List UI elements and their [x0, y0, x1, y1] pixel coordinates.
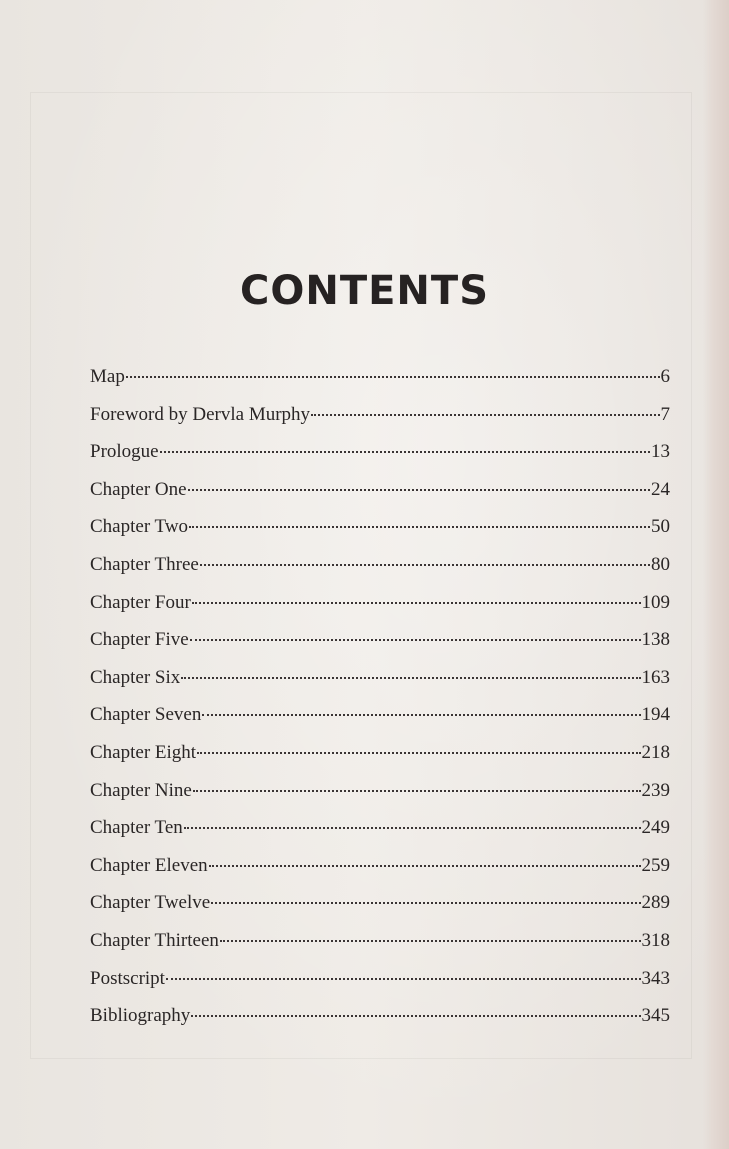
toc-entry-page: 50 — [651, 516, 670, 538]
toc-entry-chapter-eight — [90, 742, 670, 780]
toc-entry-page: 289 — [641, 892, 670, 914]
toc-entry-page: 318 — [641, 929, 670, 951]
toc-entry-label: Chapter Ten — [90, 817, 183, 839]
page-edge — [703, 0, 729, 1149]
table-of-contents — [90, 366, 670, 1043]
toc-entry-page: 6 — [660, 366, 670, 387]
toc-entry-page: 218 — [641, 741, 670, 763]
toc-entry-page: 194 — [641, 704, 670, 726]
toc-entry-prologue — [90, 441, 670, 479]
leader-dots — [220, 940, 641, 942]
toc-entry-page: 24 — [651, 478, 670, 500]
toc-entry-label: Map — [90, 366, 125, 387]
toc-entry-label: Chapter Five — [90, 629, 189, 651]
toc-entry-chapter-two — [90, 516, 670, 554]
toc-entry-label: Chapter Twelve — [90, 892, 211, 914]
toc-entry-page: 13 — [651, 441, 670, 463]
toc-entry-page: 109 — [641, 591, 670, 613]
leader-dots — [126, 376, 660, 378]
toc-entry-chapter-five — [90, 629, 670, 667]
toc-entry-chapter-thirteen — [90, 930, 670, 968]
leader-dots — [181, 677, 640, 679]
leader-dots — [202, 714, 640, 716]
leader-dots — [190, 639, 641, 641]
leader-dots — [200, 564, 650, 566]
toc-entry-chapter-four — [90, 592, 670, 630]
leader-dots — [193, 790, 641, 792]
toc-entry-label: Chapter One — [90, 478, 187, 500]
toc-entry-page: 345 — [641, 1005, 670, 1027]
leader-dots — [191, 1015, 640, 1017]
leader-dots — [160, 451, 650, 453]
leader-dots — [166, 978, 641, 980]
toc-entry-label: Chapter Eight — [90, 741, 197, 763]
toc-entry-label: Prologue — [90, 441, 159, 463]
toc-entry-label: Foreword by Dervla Murphy — [90, 403, 311, 425]
leader-dots — [209, 865, 641, 867]
toc-entry-label: Chapter Eleven — [90, 854, 208, 876]
leader-dots — [311, 414, 659, 416]
toc-entry-bibliography — [90, 1005, 670, 1043]
toc-entry-label: Bibliography — [90, 1005, 191, 1027]
toc-entry-label: Chapter Nine — [90, 779, 192, 801]
toc-entry-chapter-six — [90, 667, 670, 705]
toc-entry-chapter-nine — [90, 780, 670, 818]
toc-entry-chapter-twelve — [90, 892, 670, 930]
toc-entry-page: 259 — [641, 854, 670, 876]
leader-dots — [192, 602, 641, 604]
toc-entry-page: 163 — [641, 666, 670, 688]
toc-entry-page: 7 — [660, 403, 670, 425]
toc-entry-label: Chapter Two — [90, 516, 189, 538]
leader-dots — [197, 752, 640, 754]
toc-entry-label: Chapter Thirteen — [90, 929, 219, 951]
toc-entry-chapter-eleven — [90, 855, 670, 893]
toc-entry-chapter-one — [90, 479, 670, 517]
toc-entry-postscript — [90, 968, 670, 1006]
toc-entry-map — [90, 366, 670, 404]
toc-entry-page: 239 — [641, 779, 670, 801]
leader-dots — [184, 827, 641, 829]
toc-entry-foreword — [90, 404, 670, 442]
toc-entry-label: Chapter Four — [90, 591, 191, 613]
toc-entry-chapter-seven — [90, 704, 670, 742]
toc-entry-page: 138 — [641, 629, 670, 651]
toc-entry-label: Chapter Six — [90, 666, 181, 688]
toc-entry-label: Chapter Three — [90, 553, 199, 575]
toc-entry-label: Chapter Seven — [90, 704, 202, 726]
toc-entry-page: 80 — [651, 553, 670, 575]
leader-dots — [211, 902, 640, 904]
toc-entry-chapter-ten — [90, 817, 670, 855]
toc-entry-page: 343 — [641, 967, 670, 989]
page-title: CONTENTS — [239, 268, 489, 314]
toc-entry-page: 249 — [641, 817, 670, 839]
toc-entry-chapter-three — [90, 554, 670, 592]
leader-dots — [189, 526, 650, 528]
leader-dots — [188, 489, 650, 491]
toc-entry-label: Postscript — [90, 967, 165, 989]
